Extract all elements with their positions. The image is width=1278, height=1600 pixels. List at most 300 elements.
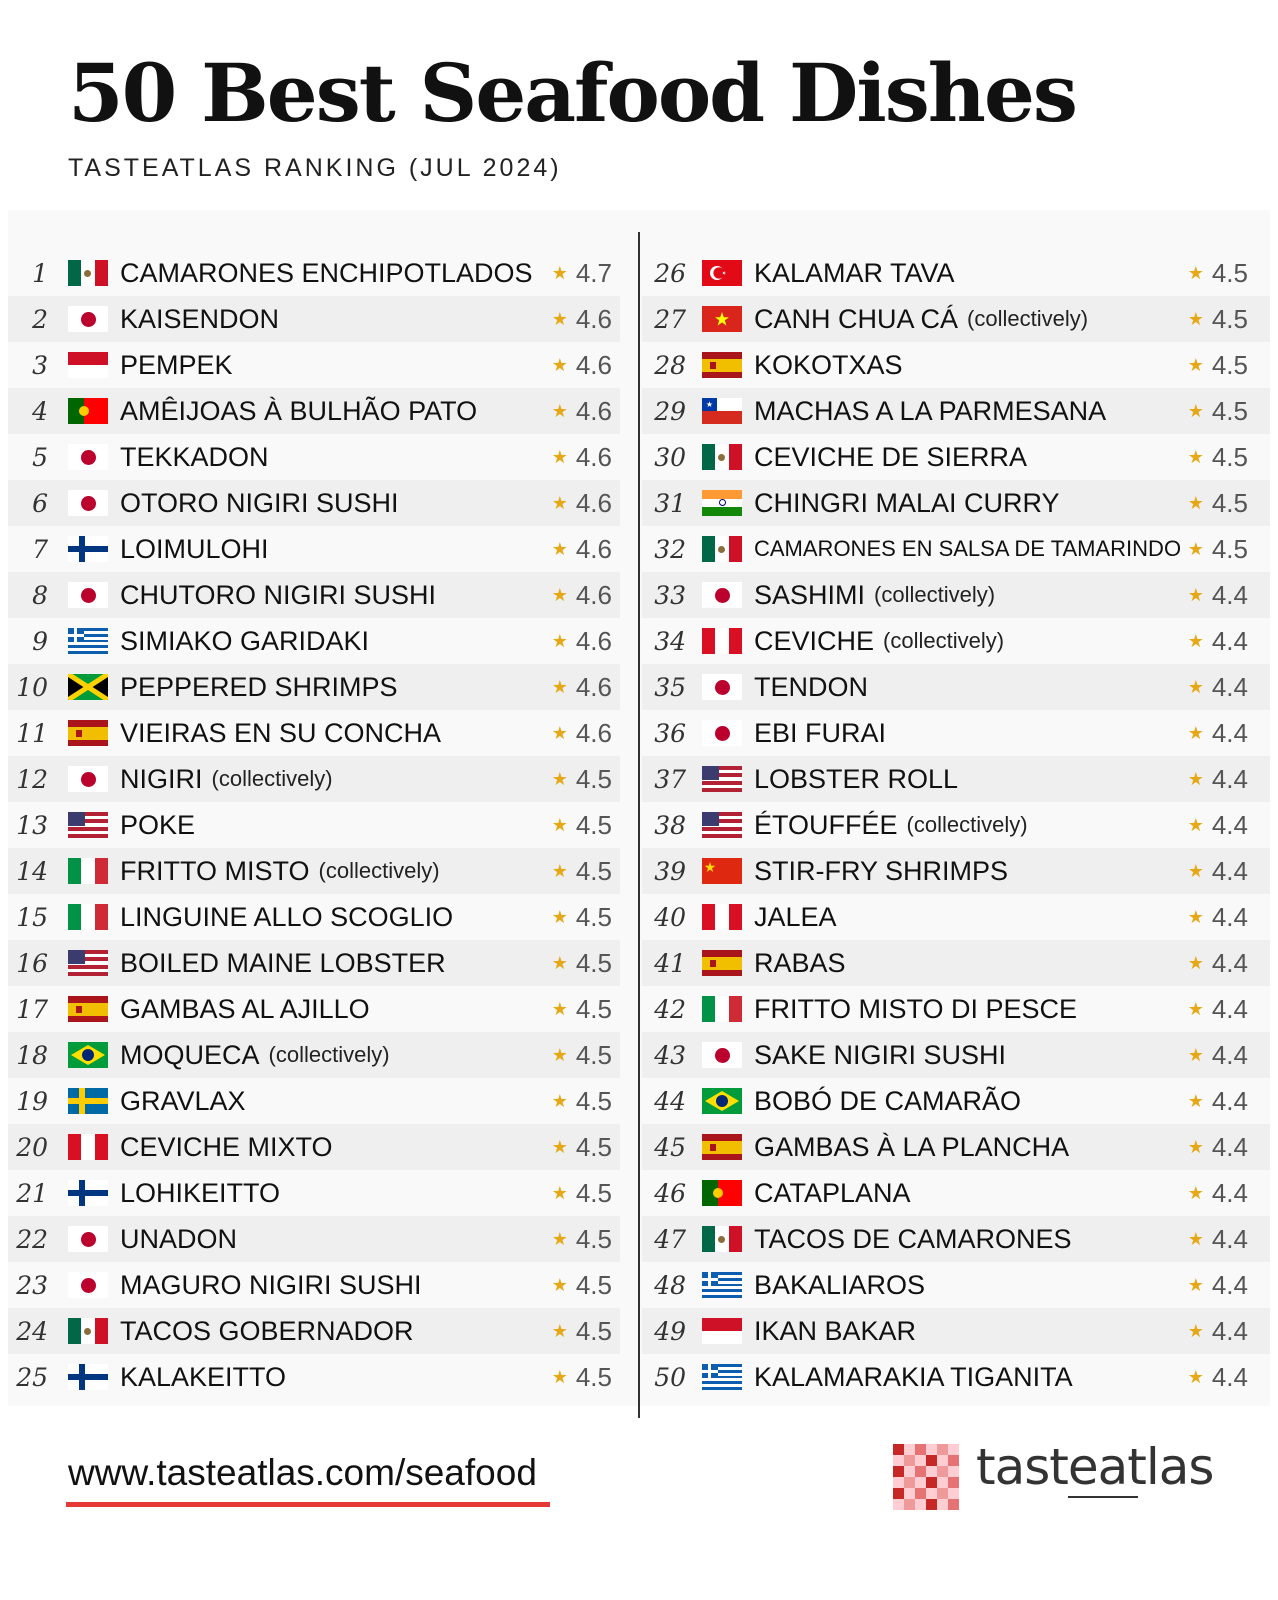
dish-name: KALAMARAKIA TIGANITA <box>754 1361 1073 1392</box>
dish-name: KAISENDON <box>120 303 280 334</box>
rank-number: 34 <box>654 626 686 656</box>
rating <box>552 388 612 434</box>
peru-flag-icon <box>702 904 742 930</box>
rank-number: 4 <box>32 396 48 426</box>
rank-number: 2 <box>32 304 48 334</box>
rank-number: 14 <box>16 856 48 886</box>
dish-name: FRITTO MISTO <box>120 855 310 886</box>
spain-flag-icon <box>702 1134 742 1160</box>
logo-tile <box>948 1455 959 1466</box>
rating <box>1188 572 1248 618</box>
ranking-column-left <box>8 250 620 1400</box>
dish-name: CAMARONES ENCHIPOTLADOS <box>120 257 533 288</box>
ranking-row <box>8 940 620 986</box>
logo-tile <box>915 1477 926 1488</box>
rank-number: 11 <box>16 718 48 748</box>
star-icon: ★ <box>1187 630 1204 651</box>
ranking-row <box>642 1032 1270 1078</box>
rating-value: 4.5 <box>575 855 612 886</box>
usa-flag-icon <box>702 812 742 838</box>
usa-flag-icon <box>68 950 108 976</box>
star-icon: ★ <box>1187 1182 1204 1203</box>
brazil-flag-icon <box>702 1088 742 1114</box>
rating-value: 4.5 <box>1211 303 1248 334</box>
star-icon: ★ <box>1187 538 1204 559</box>
rating <box>552 1170 612 1216</box>
star-icon: ★ <box>1187 1136 1204 1157</box>
logo-tile <box>915 1444 926 1455</box>
rating-value: 4.5 <box>575 1039 612 1070</box>
star-icon: ★ <box>1187 400 1204 421</box>
rank-number: 36 <box>654 718 686 748</box>
star-icon: ★ <box>551 1228 568 1249</box>
rating-value: 4.5 <box>1211 395 1248 426</box>
peru-flag-icon <box>68 1134 108 1160</box>
star-icon: ★ <box>1187 1274 1204 1295</box>
dish-note: (collectively) <box>318 858 440 883</box>
rank-number: 5 <box>32 442 48 472</box>
footer-underline <box>66 1502 550 1507</box>
rating-value: 4.4 <box>1211 763 1248 794</box>
rating <box>552 572 612 618</box>
rating <box>1188 296 1248 342</box>
ranking-row <box>642 526 1270 572</box>
column-divider <box>638 232 640 1418</box>
japan-flag-icon <box>702 1042 742 1068</box>
rating-value: 4.5 <box>575 1177 612 1208</box>
star-icon: ★ <box>1187 814 1204 835</box>
finland-flag-icon <box>68 1364 108 1390</box>
logo-tile <box>926 1455 937 1466</box>
rank-number: 17 <box>16 994 48 1024</box>
rating <box>1188 664 1248 710</box>
dish-name: RABAS <box>754 947 846 978</box>
star-icon: ★ <box>1187 446 1204 467</box>
ranking-row <box>8 618 620 664</box>
rank-number: 40 <box>654 902 686 932</box>
mexico-flag-icon <box>68 1318 108 1344</box>
rank-number: 30 <box>654 442 686 472</box>
japan-flag-icon <box>68 306 108 332</box>
dish-name: TEKKADON <box>120 441 269 472</box>
ranking-row <box>642 802 1270 848</box>
star-icon: ★ <box>551 1090 568 1111</box>
star-icon: ★ <box>1187 1044 1204 1065</box>
logo-tile <box>937 1455 948 1466</box>
rating-value: 4.5 <box>575 901 612 932</box>
star-icon: ★ <box>551 584 568 605</box>
logo-tile <box>937 1499 948 1510</box>
dish-name: TACOS GOBERNADOR <box>120 1315 414 1346</box>
jamaica-flag-icon <box>68 674 108 700</box>
ranking-row <box>642 1354 1270 1400</box>
rating <box>552 1078 612 1124</box>
rank-number: 21 <box>16 1178 48 1208</box>
logo-tile <box>948 1466 959 1477</box>
logo-tile <box>904 1444 915 1455</box>
rank-number: 26 <box>654 258 686 288</box>
star-icon: ★ <box>1187 952 1204 973</box>
tasteatlas-logo-icon <box>893 1444 959 1510</box>
rating-value: 4.5 <box>1211 533 1248 564</box>
portugal-flag-icon <box>702 1180 742 1206</box>
rating <box>552 296 612 342</box>
ranking-row <box>642 1124 1270 1170</box>
usa-flag-icon <box>68 812 108 838</box>
rank-number: 18 <box>16 1040 48 1070</box>
rank-number: 7 <box>32 534 48 564</box>
chile-flag-icon: ★ <box>702 398 742 424</box>
star-icon: ★ <box>1187 354 1204 375</box>
usa-flag-icon <box>702 766 742 792</box>
ranking-row <box>8 480 620 526</box>
dish-name: CEVICHE MIXTO <box>120 1131 333 1162</box>
ranking-row <box>8 1354 620 1400</box>
rating-value: 4.6 <box>575 671 612 702</box>
rating-value: 4.6 <box>575 441 612 472</box>
dish-name: CAMARONES EN SALSA DE TAMARINDO <box>754 536 1182 561</box>
logo-tile <box>893 1477 904 1488</box>
vietnam-flag-icon <box>702 306 742 332</box>
dish-name: AMÊIJOAS À BULHÃO PATO <box>120 395 478 426</box>
rating <box>1188 480 1248 526</box>
indonesia-flag-icon <box>702 1318 742 1344</box>
logo-tile <box>948 1477 959 1488</box>
logo-tile <box>926 1466 937 1477</box>
rating <box>552 710 612 756</box>
logo-underline <box>1068 1496 1138 1498</box>
logo-tile <box>893 1499 904 1510</box>
japan-flag-icon <box>702 720 742 746</box>
dish-name: BOBÓ DE CAMARÃO <box>754 1085 1022 1116</box>
rating <box>1188 756 1248 802</box>
dish-name: ÉTOUFFÉE <box>754 809 898 840</box>
rating-value: 4.4 <box>1211 1085 1248 1116</box>
dish-name: CEVICHE <box>754 625 875 656</box>
rating <box>552 1354 612 1400</box>
logo-tile <box>926 1499 937 1510</box>
ranking-row <box>8 296 620 342</box>
ranking-row <box>8 664 620 710</box>
rank-number: 43 <box>654 1040 686 1070</box>
rating-value: 4.7 <box>575 257 612 288</box>
ranking-column-right <box>642 250 1270 1400</box>
rating-value: 4.5 <box>1211 257 1248 288</box>
dish-name: POKE <box>120 809 196 840</box>
japan-flag-icon <box>68 444 108 470</box>
rank-number: 39 <box>654 856 686 886</box>
rank-number: 31 <box>654 488 686 518</box>
logo-tile <box>937 1488 948 1499</box>
rating-value: 4.5 <box>1211 349 1248 380</box>
star-icon: ★ <box>551 768 568 789</box>
page-title: 50 Best Seafood Dishes <box>68 46 1076 140</box>
rank-number: 35 <box>654 672 686 702</box>
logo-tile <box>893 1444 904 1455</box>
dish-name: NIGIRI <box>120 763 203 794</box>
dish-name: CHUTORO NIGIRI SUSHI <box>120 579 437 610</box>
dish-name: OTORO NIGIRI SUSHI <box>120 487 399 518</box>
rating <box>552 894 612 940</box>
rank-number: 3 <box>32 350 48 380</box>
ranking-row <box>642 664 1270 710</box>
star-icon: ★ <box>1187 768 1204 789</box>
dish-name: PEMPEK <box>120 349 233 380</box>
rating-value: 4.6 <box>575 717 612 748</box>
ranking-row <box>8 848 620 894</box>
rank-number: 29 <box>654 396 686 426</box>
dish-name: GAMBAS À LA PLANCHA <box>754 1131 1070 1162</box>
indonesia-flag-icon <box>68 352 108 378</box>
ranking-row <box>8 1262 620 1308</box>
spain-flag-icon <box>68 720 108 746</box>
star-icon: ★ <box>551 722 568 743</box>
rating-value: 4.4 <box>1211 993 1248 1024</box>
rank-number: 23 <box>16 1270 48 1300</box>
ranking-row <box>8 1216 620 1262</box>
rating <box>552 802 612 848</box>
rating <box>552 664 612 710</box>
rating <box>552 526 612 572</box>
dish-name: MACHAS A LA PARMESANA <box>754 395 1107 426</box>
logo-tile <box>893 1488 904 1499</box>
logo-tile <box>893 1466 904 1477</box>
rating-value: 4.6 <box>575 579 612 610</box>
rank-number: 22 <box>16 1224 48 1254</box>
rating-value: 4.4 <box>1211 1315 1248 1346</box>
logo-tile <box>904 1455 915 1466</box>
ranking-row <box>8 388 620 434</box>
dish-name: GAMBAS AL AJILLO <box>120 993 370 1024</box>
rating <box>1188 434 1248 480</box>
rating <box>1188 710 1248 756</box>
star-icon: ★ <box>551 308 568 329</box>
star-icon: ★ <box>551 1044 568 1065</box>
ranking-row <box>642 296 1270 342</box>
ranking-row <box>642 848 1270 894</box>
star-icon: ★ <box>551 492 568 513</box>
rating-value: 4.6 <box>575 625 612 656</box>
rank-number: 24 <box>16 1316 48 1346</box>
india-flag-icon <box>702 490 742 516</box>
rating <box>552 1262 612 1308</box>
star-icon: ★ <box>551 538 568 559</box>
star-icon: ★ <box>1187 584 1204 605</box>
logo-tile <box>937 1477 948 1488</box>
rank-number: 15 <box>16 902 48 932</box>
rating-value: 4.5 <box>575 1361 612 1392</box>
rating <box>1188 1308 1248 1354</box>
dish-name: LINGUINE ALLO SCOGLIO <box>120 901 454 932</box>
rating <box>1188 250 1248 296</box>
rating-value: 4.4 <box>1211 855 1248 886</box>
rank-number: 38 <box>654 810 686 840</box>
dish-name: CHINGRI MALAI CURRY <box>754 487 1060 518</box>
finland-flag-icon <box>68 536 108 562</box>
page-header <box>68 48 1076 183</box>
star-icon: ★ <box>551 860 568 881</box>
rating <box>1188 894 1248 940</box>
rank-number: 44 <box>654 1086 686 1116</box>
rating <box>1188 1032 1248 1078</box>
ranking-row <box>642 572 1270 618</box>
star-icon: ★ <box>1187 1366 1204 1387</box>
japan-flag-icon <box>68 1272 108 1298</box>
ranking-row <box>8 986 620 1032</box>
rating <box>1188 848 1248 894</box>
star-icon: ★ <box>551 630 568 651</box>
logo-tile <box>915 1466 926 1477</box>
dish-name: EBI FURAI <box>754 717 887 748</box>
rating <box>1188 1078 1248 1124</box>
spain-flag-icon <box>702 352 742 378</box>
star-icon: ★ <box>551 1320 568 1341</box>
dish-name: CEVICHE DE SIERRA <box>754 441 1028 472</box>
rank-number: 20 <box>16 1132 48 1162</box>
rank-number: 6 <box>32 488 48 518</box>
japan-flag-icon <box>68 490 108 516</box>
star-icon: ★ <box>1187 906 1204 927</box>
logo-tile <box>948 1444 959 1455</box>
rating <box>1188 1216 1248 1262</box>
star-icon: ★ <box>551 1182 568 1203</box>
finland-flag-icon <box>68 1180 108 1206</box>
china-flag-icon <box>702 858 742 884</box>
japan-flag-icon <box>702 674 742 700</box>
ranking-row <box>8 342 620 388</box>
dish-note: (collectively) <box>883 628 1005 653</box>
star-icon: ★ <box>1187 492 1204 513</box>
ranking-row <box>8 802 620 848</box>
ranking-row <box>642 894 1270 940</box>
rating <box>552 342 612 388</box>
rating <box>1188 342 1248 388</box>
rating-value: 4.4 <box>1211 1131 1248 1162</box>
dish-name: UNADON <box>120 1223 238 1254</box>
rating <box>1188 1170 1248 1216</box>
greece-flag-icon <box>68 628 108 654</box>
rating <box>552 1308 612 1354</box>
italy-flag-icon <box>68 904 108 930</box>
rating <box>1188 1124 1248 1170</box>
ranking-row <box>642 1170 1270 1216</box>
rating <box>1188 1262 1248 1308</box>
rating <box>552 756 612 802</box>
dish-note: (collectively) <box>874 582 996 607</box>
greece-flag-icon <box>702 1364 742 1390</box>
dish-name: BAKALIAROS <box>754 1269 926 1300</box>
dish-name: SAKE NIGIRI SUSHI <box>754 1039 1007 1070</box>
japan-flag-icon <box>68 766 108 792</box>
rank-number: 8 <box>32 580 48 610</box>
rating-value: 4.5 <box>575 1315 612 1346</box>
rank-number: 50 <box>654 1362 686 1392</box>
rank-number: 46 <box>654 1178 686 1208</box>
star-icon: ★ <box>1187 1090 1204 1111</box>
star-icon: ★ <box>551 998 568 1019</box>
dish-note: (collectively) <box>906 812 1028 837</box>
star-icon: ★ <box>1187 262 1204 283</box>
footer-url-link[interactable]: www.tasteatlas.com/seafood <box>68 1452 537 1493</box>
brazil-flag-icon <box>68 1042 108 1068</box>
page-subtitle: TASTEATLAS RANKING (JUL 2024) <box>68 154 562 182</box>
rating-value: 4.6 <box>575 395 612 426</box>
dish-name: MOQUECA <box>120 1039 260 1070</box>
rating-value: 4.4 <box>1211 579 1248 610</box>
dish-name: TACOS DE CAMARONES <box>754 1223 1072 1254</box>
rating-value: 4.5 <box>575 1131 612 1162</box>
ranking-row <box>642 388 1270 434</box>
rating <box>552 434 612 480</box>
sweden-flag-icon <box>68 1088 108 1114</box>
star-icon: ★ <box>1187 1228 1204 1249</box>
ranking-row <box>642 1308 1270 1354</box>
rank-number: 25 <box>16 1362 48 1392</box>
rating-value: 4.5 <box>575 947 612 978</box>
dish-name: CANH CHUA CÁ <box>754 303 959 334</box>
rating-value: 4.4 <box>1211 809 1248 840</box>
rating <box>1188 388 1248 434</box>
mexico-flag-icon <box>702 444 742 470</box>
tasteatlas-logo-text: tasteatlas <box>976 1438 1214 1496</box>
ranking-row <box>642 710 1270 756</box>
dish-name: LOIMULOHI <box>120 533 269 564</box>
dish-note: (collectively) <box>967 306 1089 331</box>
mexico-flag-icon <box>702 1226 742 1252</box>
ranking-row <box>8 1308 620 1354</box>
rating-value: 4.4 <box>1211 717 1248 748</box>
rating-value: 4.6 <box>575 487 612 518</box>
star-icon: ★ <box>551 1366 568 1387</box>
star-icon: ★ <box>1187 722 1204 743</box>
rank-number: 28 <box>654 350 686 380</box>
mexico-flag-icon <box>702 536 742 562</box>
rating-value: 4.4 <box>1211 947 1248 978</box>
ranking-row <box>642 342 1270 388</box>
dish-name: MAGURO NIGIRI SUSHI <box>120 1269 422 1300</box>
dish-name: JALEA <box>754 901 837 932</box>
rating <box>1188 986 1248 1032</box>
rating <box>552 848 612 894</box>
rank-number: 10 <box>16 672 48 702</box>
rank-number: 13 <box>16 810 48 840</box>
star-icon: ★ <box>1187 998 1204 1019</box>
rank-number: 33 <box>654 580 686 610</box>
rating-value: 4.6 <box>575 349 612 380</box>
logo-tile <box>904 1488 915 1499</box>
dish-name: LOBSTER ROLL <box>754 763 959 794</box>
rating-value: 4.5 <box>1211 441 1248 472</box>
turkey-flag-icon <box>702 260 742 286</box>
rating <box>552 940 612 986</box>
logo-tile <box>926 1477 937 1488</box>
star-icon: ★ <box>551 262 568 283</box>
star-icon: ★ <box>551 676 568 697</box>
peru-flag-icon <box>702 628 742 654</box>
star-icon: ★ <box>551 400 568 421</box>
rank-number: 27 <box>654 304 686 334</box>
rank-number: 45 <box>654 1132 686 1162</box>
star-icon: ★ <box>551 354 568 375</box>
rating-value: 4.5 <box>575 993 612 1024</box>
ranking-row <box>642 1262 1270 1308</box>
rating-value: 4.5 <box>575 809 612 840</box>
ranking-row <box>8 1170 620 1216</box>
rating-value: 4.6 <box>575 533 612 564</box>
logo-tile <box>937 1444 948 1455</box>
ranking-row <box>642 434 1270 480</box>
rating-value: 4.4 <box>1211 1269 1248 1300</box>
